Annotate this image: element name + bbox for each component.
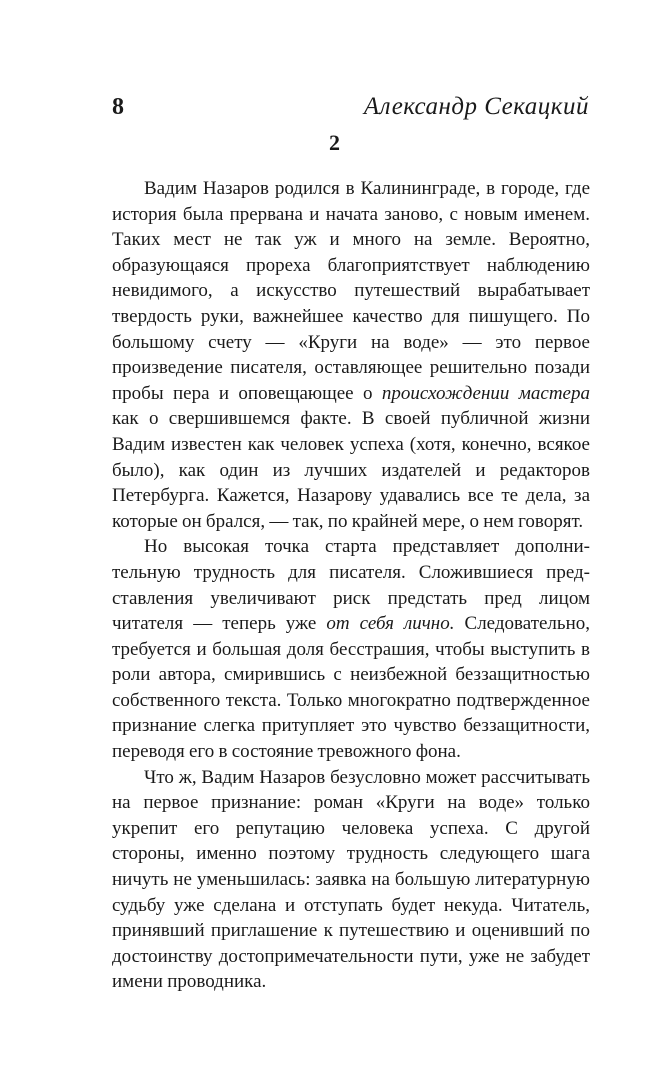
paragraph-text: Следовательно, требуется и большая доля бесстрашия, чтобы выступить в роли автора, смирившись с неизбежной беззащитностью собственного текста. Только многократно подтвержденное признание слегка притупляет это чувство беззащитности, переводя его в состояние тревожного фона. [112,613,590,763]
paragraph-text: Но высокая точка старта представляет дополнительную трудность для писателя. Сложившиеся представления увеличивают риск предстать пред лицом читателя — теперь уже [112,536,590,635]
paragraph-text: Вадим Назаров родился в Калининграде, в городе, где история была прервана и начата заново, с новым именем. Таких мест не так уж и много на земле. Вероятно, образующаяся прореха благоприятствует наблюдению невидимого, а искусство путешествий вырабатывает твердость руки, важнейшее качество для пишущего. По большому счету — «Круги на воде» — это первое произведение писателя, оставляющее решительно позади пробы пера и оповещающее о [112,178,590,404]
section-number: 2 [329,130,340,155]
italic-phrase: от себя лично. [326,613,455,635]
page-number: 8 [112,94,124,120]
body-text [112,176,590,995]
paragraph-text: как о свершившемся факте. В своей публичной жизни Вадим известен как человек успеха (хотя, конечно, всякое было), как один из лучших издателей и редакторов Петербурга. Кажется, Назарову удавались все те дела, за которые он брался, — так, по крайней мере, о нем говорят. [112,408,590,532]
paragraph-1 [112,176,590,534]
running-header-author: Александр Секацкий [363,93,589,120]
paragraph-3 [112,765,590,995]
paragraph-2 [112,534,590,764]
italic-phrase: происхождении мастера [381,382,590,404]
paragraph-text: Что ж, Вадим Назаров безусловно может рассчитывать на первое признание: роман «Круги на воде» только укрепит его репутацию человека успеха. С другой стороны, именно поэтому трудность следующего шага ничуть не уменьшилась: заявка на большую литературную судьбу уже сделана и отступать будет некуда. Читатель, принявший приглашение к путешествию и оценивший по достоинству достопримечательности пути, уже не забудет имени проводника. [112,766,590,993]
